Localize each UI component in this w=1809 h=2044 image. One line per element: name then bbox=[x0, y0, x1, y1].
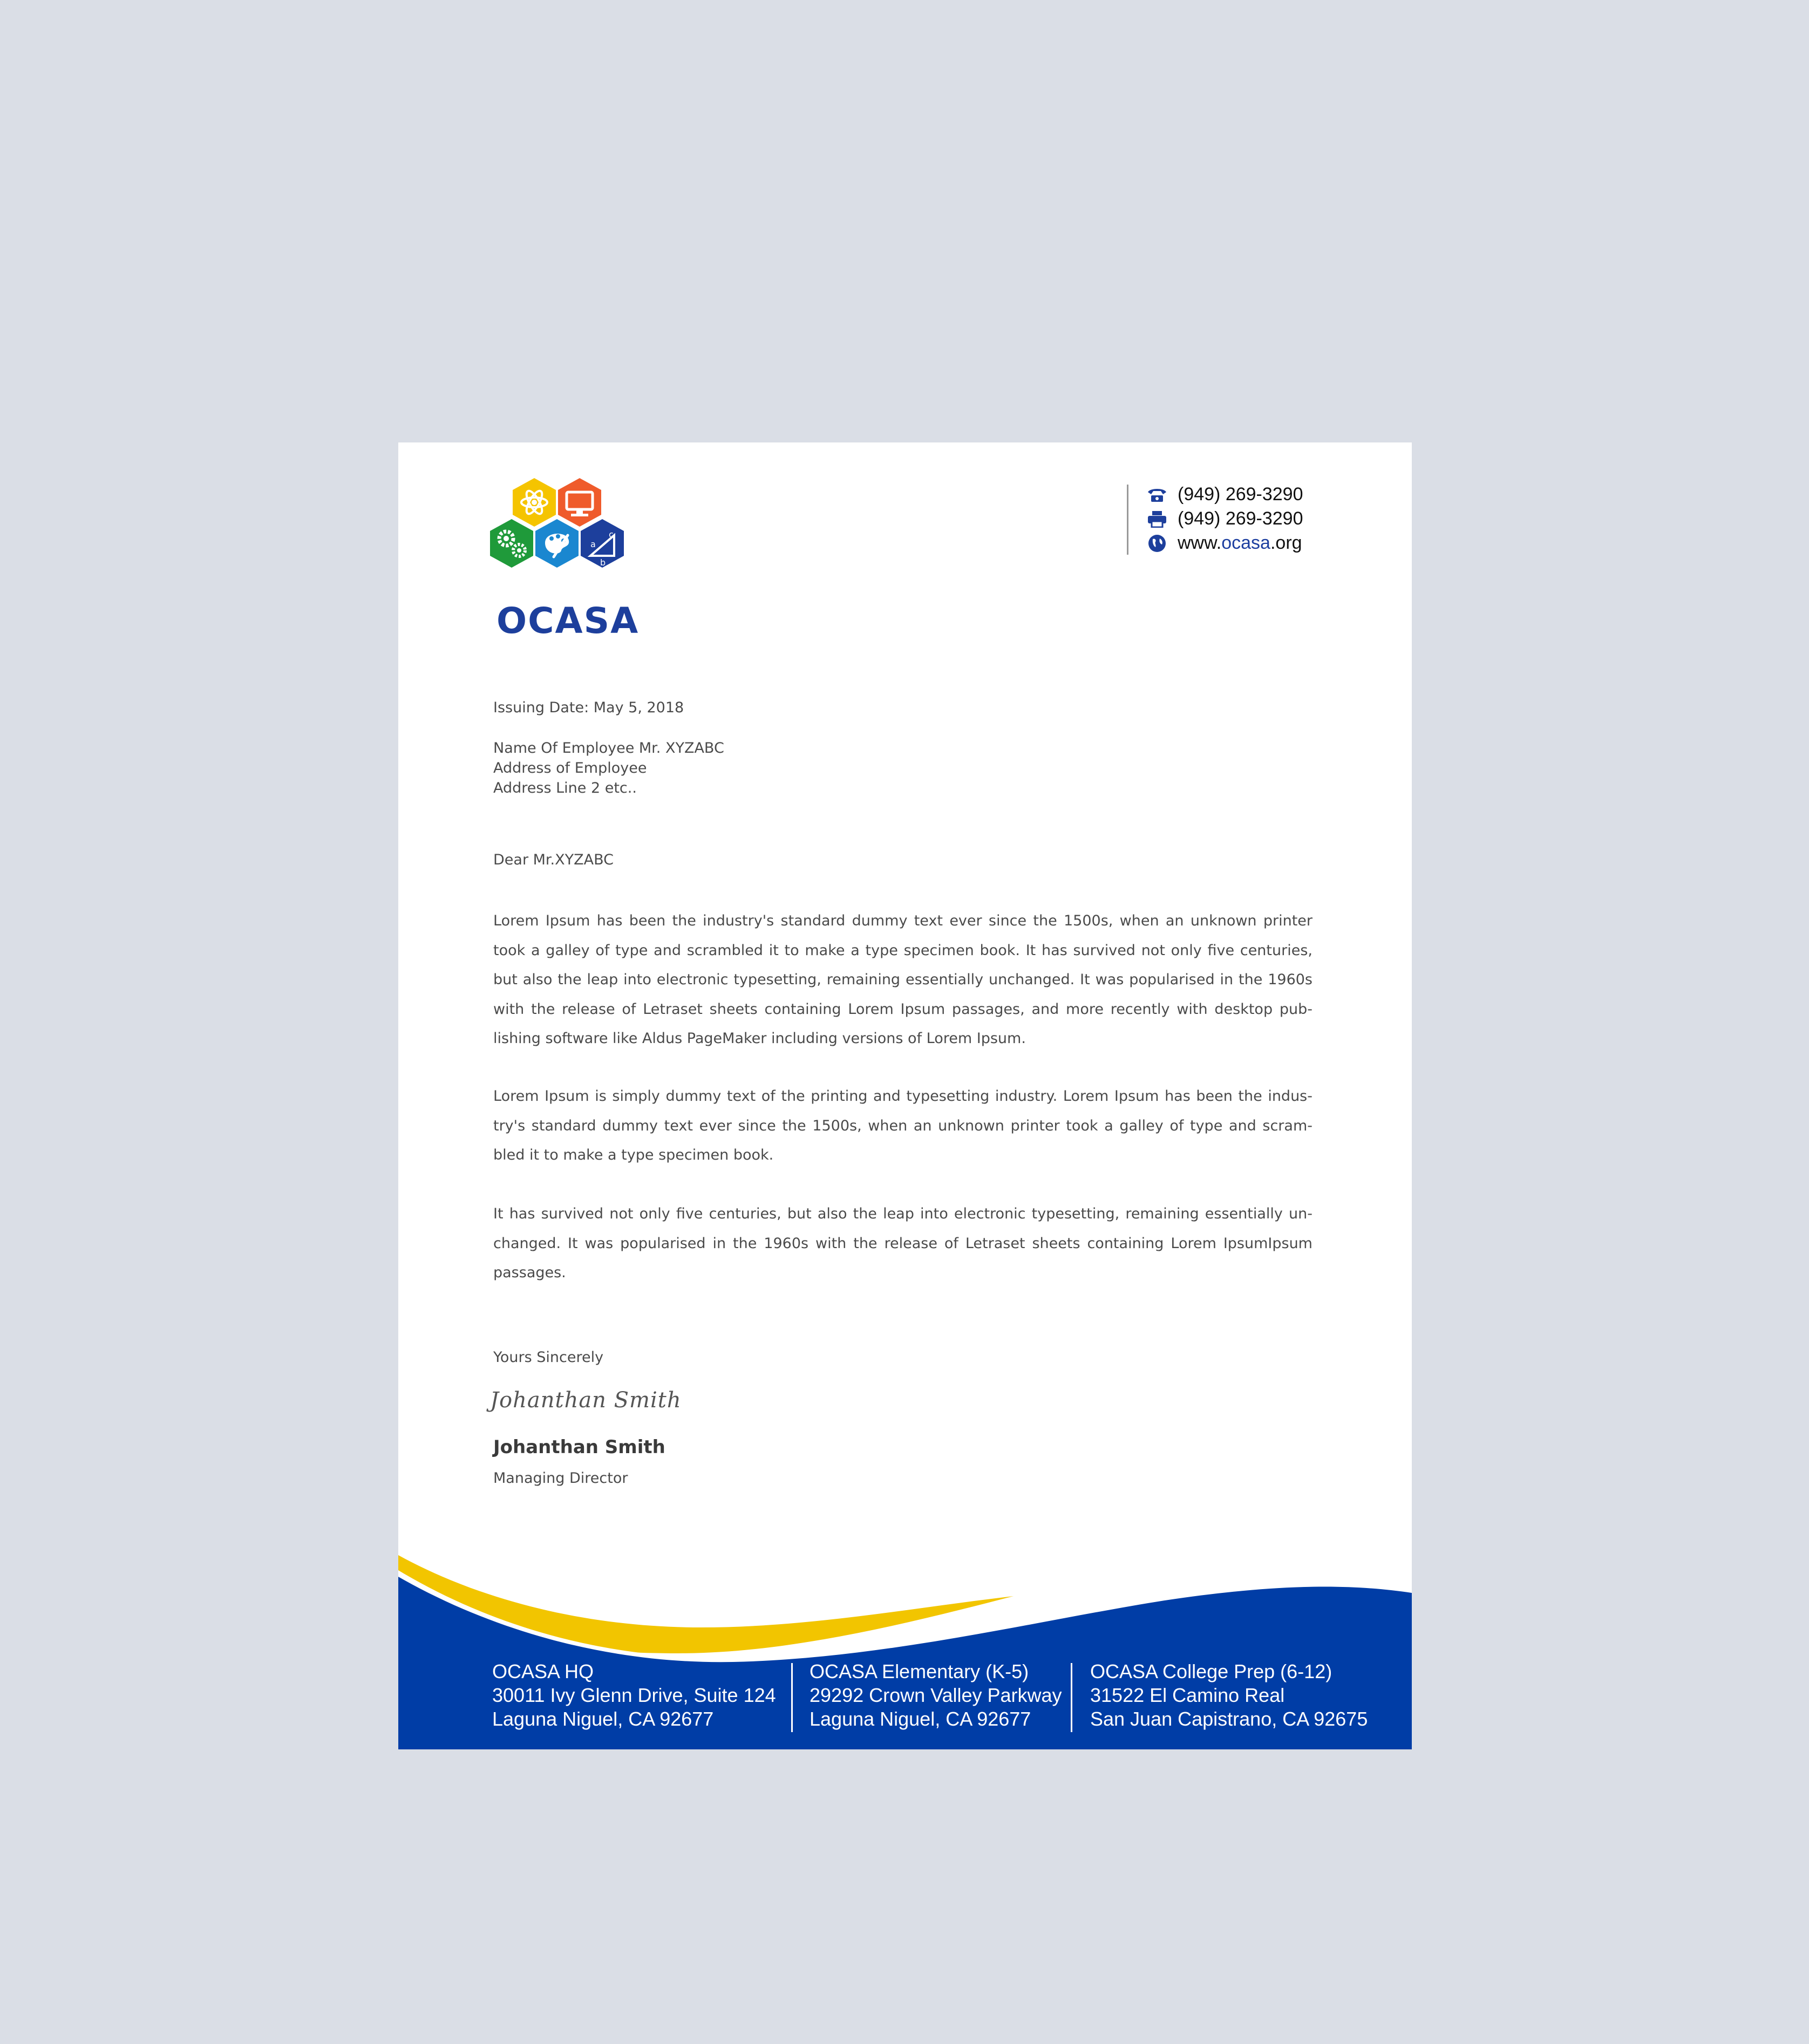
handwritten-signature: Johanthan Smith bbox=[490, 1388, 682, 1413]
footer-location-elementary bbox=[810, 1660, 1062, 1731]
footer-location-college-prep bbox=[1090, 1660, 1368, 1731]
location-street: 30011 Ivy Glenn Drive, Suite 124 bbox=[492, 1684, 776, 1706]
recipient-name: Name Of Employee Mr. XYZABC bbox=[493, 740, 724, 757]
footer-divider bbox=[1071, 1663, 1072, 1732]
gears-icon bbox=[490, 519, 533, 568]
telephone-icon bbox=[1146, 485, 1168, 505]
location-city: Laguna Niguel, CA 92677 bbox=[492, 1708, 714, 1730]
recipient-address bbox=[493, 738, 724, 798]
computer-icon bbox=[558, 478, 601, 527]
body-paragraph-3: It has survived not only five centuries, but also the leap into electronic typesetting, remaining essentially un-changed. It was popularised in the 1960s with the release of Letraset sheets containing Lorem IpsumIpsum passages. bbox=[493, 1205, 1312, 1281]
phone-number[interactable]: (949) 269-3290 bbox=[1178, 484, 1303, 505]
svg-text:a: a bbox=[590, 539, 596, 549]
recipient-address-line-2: Address Line 2 etc.. bbox=[493, 780, 637, 796]
contact-website bbox=[1146, 531, 1303, 555]
salutation: Dear Mr.XYZABC bbox=[493, 851, 614, 868]
geometry-icon bbox=[581, 519, 624, 568]
contact-fax bbox=[1146, 507, 1303, 531]
signer-title: Managing Director bbox=[493, 1470, 628, 1487]
location-city: San Juan Capistrano, CA 92675 bbox=[1090, 1708, 1368, 1730]
location-name: OCASA College Prep (6-12) bbox=[1090, 1660, 1332, 1682]
palette-icon bbox=[535, 519, 579, 568]
fax-number[interactable]: (949) 269-3290 bbox=[1178, 508, 1303, 529]
body-paragraph-2: Lorem Ipsum is simply dummy text of the printing and typesetting industry. Lorem Ipsum has been the indus-try's standard dummy text ever since the 1500s, when an unknown printer took a galley of type and scram-bled it to make a type specimen book. bbox=[493, 1088, 1312, 1163]
body-paragraph-1: Lorem Ipsum has been the industry's standard dummy text ever since the 1500s, when an unknown printer took a galley of type and scrambled it to make a type specimen book. It has survived not only five centuries, but also the leap into electronic typesetting, remaining essentially unchanged. It was popularised in the 1960s with the release of Letraset sheets containing Lorem Ipsum passages, and more recently with desktop pub-lishing software like Aldus PageMaker including versions of Lorem Ipsum. bbox=[493, 912, 1312, 1047]
website-prefix: www. bbox=[1178, 533, 1222, 553]
website-suffix: .org bbox=[1270, 533, 1302, 553]
location-street: 31522 El Camino Real bbox=[1090, 1684, 1285, 1706]
logo-wordmark: OCASA bbox=[497, 600, 640, 642]
svg-text:c: c bbox=[609, 529, 614, 540]
logo-hexagons bbox=[489, 477, 640, 601]
ocasa-logo bbox=[489, 477, 640, 642]
contact-phone bbox=[1146, 482, 1303, 507]
footer-location-hq bbox=[492, 1660, 776, 1731]
website-link[interactable] bbox=[1178, 533, 1302, 554]
printer-icon bbox=[1146, 509, 1168, 529]
globe-icon bbox=[1146, 533, 1168, 554]
letterhead-page bbox=[398, 442, 1412, 1749]
recipient-address-line-1: Address of Employee bbox=[493, 760, 647, 776]
contact-info bbox=[1146, 482, 1303, 555]
location-street: 29292 Crown Valley Parkway bbox=[810, 1684, 1062, 1706]
website-domain: ocasa bbox=[1221, 533, 1270, 553]
svg-text:b: b bbox=[600, 557, 606, 568]
footer-divider bbox=[791, 1663, 793, 1732]
location-name: OCASA HQ bbox=[492, 1660, 594, 1682]
atom-icon bbox=[513, 478, 556, 527]
issuing-date: Issuing Date: May 5, 2018 bbox=[493, 699, 684, 716]
signer-name: Johanthan Smith bbox=[493, 1436, 665, 1458]
location-name: OCASA Elementary (K-5) bbox=[810, 1660, 1029, 1682]
location-city: Laguna Niguel, CA 92677 bbox=[810, 1708, 1031, 1730]
closing: Yours Sincerely bbox=[493, 1349, 604, 1366]
contact-divider bbox=[1127, 485, 1128, 555]
